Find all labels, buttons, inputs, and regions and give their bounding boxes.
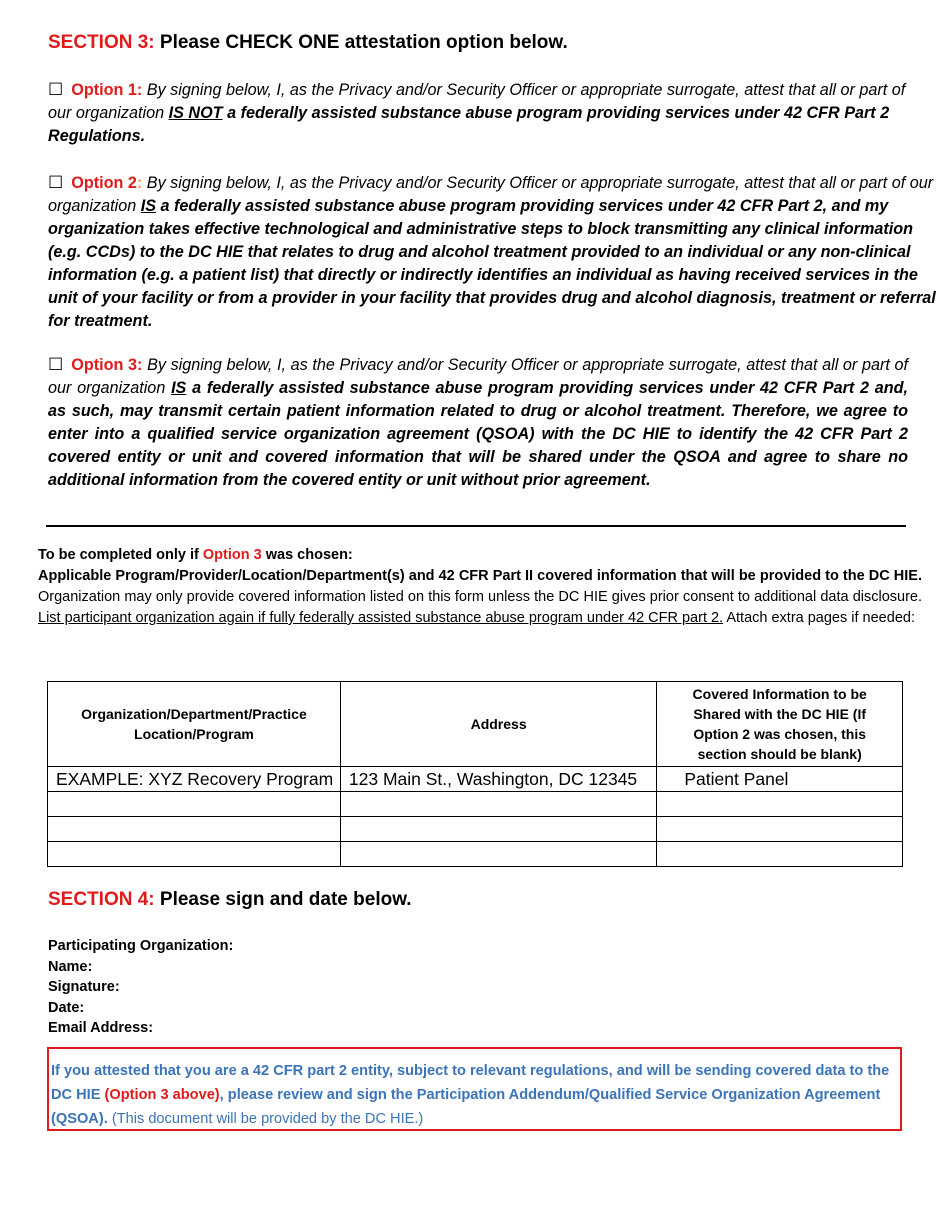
table-row (48, 817, 903, 842)
attach-pages-note: Attach extra pages if needed: (726, 610, 915, 626)
option3-lead (38, 545, 922, 566)
notice-normal: (This document will be provided by the DC HIE.) (111, 1111, 424, 1127)
notice-red: (Option 3 above) (104, 1087, 220, 1103)
section4-heading (48, 889, 412, 911)
notice-bold-1: If you attested that you are a 42 CFR part 2 entity, subject to relevant regulations, and will be sending covered data to the DC HIE (51, 1063, 890, 1103)
cell-address[interactable]: 123 Main St., Washington, DC 12345 (340, 767, 656, 792)
cell-covered-info[interactable]: Patient Panel (657, 767, 903, 792)
header-address (340, 682, 656, 767)
qsoa-notice-box (47, 1047, 902, 1131)
table-row (48, 792, 903, 817)
field-signature[interactable]: Signature: (48, 979, 120, 995)
header-organization (48, 682, 341, 767)
option-1-keyword: IS NOT (168, 104, 223, 122)
lead-pre: To be completed only if (38, 547, 199, 563)
list-participant-note: List participant organization again if fully federally assisted substance abuse program under 42 CFR part 2. (38, 610, 724, 626)
table-header-row (48, 682, 903, 767)
option-3-keyword: IS (171, 379, 187, 397)
section4-label: SECTION 4: (48, 889, 155, 910)
option-3-checkbox[interactable]: ☐ (48, 355, 64, 374)
notice-bold-2: , please review and sign the Participation Addendum/Qualified Service Organization Agreement (QSOA). (51, 1087, 881, 1127)
header-organization-text: Organization/Department/Practice Location/Program (81, 706, 307, 742)
option-1-checkbox[interactable]: ☐ (48, 80, 64, 99)
table-row (48, 842, 903, 867)
cell-organization[interactable] (48, 792, 341, 817)
option-1-text: By signing below, I, as the Privacy and/or Security Officer or appropriate surrogate, attest that all or part of our organization (48, 81, 906, 122)
field-email-address[interactable]: Email Address: (48, 1020, 154, 1036)
disclosure-text: Organization may only provide covered information listed on this form unless the DC HIE gives prior consent to additional data disclosure. (38, 589, 922, 605)
cell-covered-info[interactable] (657, 842, 903, 867)
table-row (48, 767, 903, 792)
cell-organization[interactable]: EXAMPLE: XYZ Recovery Program (48, 767, 341, 792)
cell-address[interactable] (340, 842, 656, 867)
option-3-text: By signing below, I, as the Privacy and/or Security Officer or appropriate surrogate, attest that all or part of our organization (48, 356, 908, 397)
applicable-program-line: Applicable Program/Provider/Location/Department(s) and 42 CFR Part II covered information that will be provided to the DC HIE. (38, 568, 922, 584)
cell-organization[interactable] (48, 817, 341, 842)
lead-option: Option 3 (202, 547, 262, 563)
section3-heading (48, 32, 568, 54)
section3-title: Please CHECK ONE attestation option below. (159, 32, 568, 53)
header-covered-info-text: Covered Information to be Shared with the DC HIE (If Option 2 was chosen, this section should be blank) (692, 686, 867, 762)
option3-instructions (38, 545, 922, 629)
option-2-label: Option 2 (71, 174, 137, 192)
option-2-text: By signing below, I, as the Privacy and/or Security Officer or appropriate surrogate, attest that all or part of our organization (48, 174, 934, 215)
cell-address[interactable] (340, 817, 656, 842)
option-3-label: Option 3: (71, 356, 143, 374)
signature-fields (48, 936, 233, 1039)
option-1-bold-text: a federally assisted substance abuse program providing services under 42 CFR Part 2 Regulations. (48, 104, 890, 145)
option-3 (48, 353, 908, 492)
field-participating-organization[interactable]: Participating Organization: (48, 938, 234, 954)
covered-info-table (47, 681, 903, 867)
cell-covered-info[interactable] (657, 792, 903, 817)
cell-organization[interactable] (48, 842, 341, 867)
cell-covered-info[interactable] (657, 817, 903, 842)
option-2-colon: : (136, 174, 143, 192)
option-1-label: Option 1: (71, 81, 143, 99)
section3-label: SECTION 3: (48, 32, 155, 53)
option-1 (48, 78, 908, 148)
lead-post: was chosen: (265, 547, 353, 563)
option-3-bold-text: a federally assisted substance abuse program providing services under 42 CFR Part 2 and, as such, may transmit certain patient information related to drug or alcohol treatment. Therefore, we agree to enter into a qualified service organization agreement (QSOA) with the DC HIE to identify the 42 CFR Part 2 covered entity or unit and covered information that will be shared under the QSOA and agree to share no additional information from the covered entity or unit without prior agreement. (48, 379, 909, 489)
option-2-checkbox[interactable]: ☐ (48, 173, 64, 192)
option-2-bold-text: a federally assisted substance abuse program providing services under 42 CFR Part 2, and my organization takes effective technological and administrative steps to block transmitting any clinical information (e.g. CCDs) to the DC HIE that relates to drug and alcohol treatment provided to an individual or any non-clinical information (e.g. a patient list) that directly or indirectly identifies an individual as having received services in the unit of your facility or from a provider in your facility that provides drug and alcohol diagnosis, treatment or referral for treatment. (48, 197, 936, 330)
section-divider (46, 525, 906, 527)
option-2-keyword: IS (140, 197, 156, 215)
section4-title: Please sign and date below. (159, 889, 412, 910)
field-name[interactable]: Name: (48, 958, 93, 975)
header-covered-info (657, 682, 903, 767)
cell-address[interactable] (340, 792, 656, 817)
option3-details (38, 566, 922, 629)
field-date[interactable]: Date: (48, 999, 85, 1016)
option-2 (48, 171, 938, 333)
header-address-text: Address (470, 716, 527, 732)
